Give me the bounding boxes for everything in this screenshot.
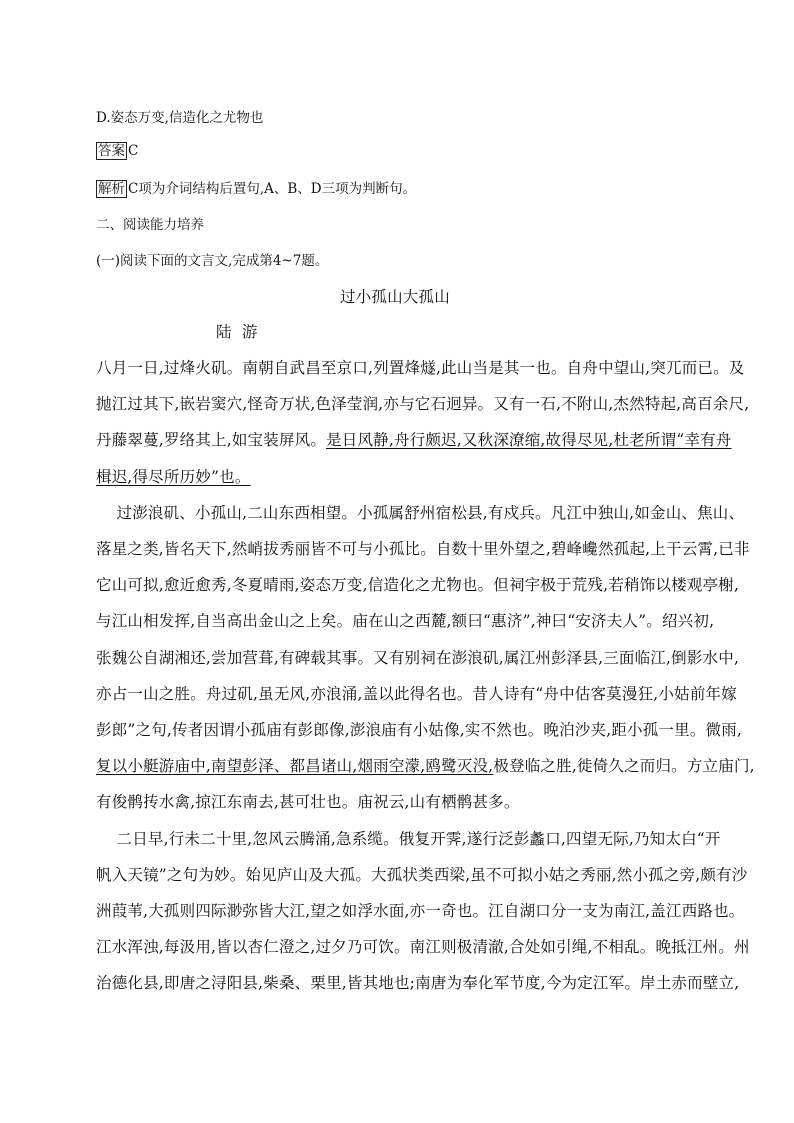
line-text: 亦占一山之胜。舟过矶,虽无风,亦浪涌,盖以此得名也。昔人诗有“舟中估客莫漫狂,小姑前年嫁 bbox=[96, 684, 737, 703]
line-text: 江水浑浊,每汲用,皆以杏仁澄之,过夕乃可饮。南江则极清澈,合处如引绳,不相乱。晚抵江州。州 bbox=[96, 938, 750, 957]
line-text: 洲葭苇,大孤则四际渺弥皆大江,望之如浮水面,亦一奇也。江自湖口分一支为南江,盖江西路也。 bbox=[96, 902, 745, 920]
line-text: 八月一日,过烽火矶。南朝自武昌至京口,列置烽燧,此山当是其一也。自舟中望山,突兀而已。及 bbox=[96, 359, 745, 377]
line-text: 与江山相发挥,自当高出金山之上矣。庙在山之西麓,额曰“惠济”,神曰“安济夫人”。绍兴初, bbox=[96, 612, 715, 631]
answer-line bbox=[96, 142, 138, 160]
line-text: 过澎浪矶、小孤山,二山东西相望。小孤属舒州宿松县,有戍兵。凡江中独山,如金山、焦山、 bbox=[96, 503, 745, 522]
underlined-text: 楫迟,得尽所历妙”也。 bbox=[96, 467, 251, 486]
line-text: 极登临之胜,徙倚久之而归。方立庙门, bbox=[493, 757, 755, 776]
article-line bbox=[96, 537, 750, 559]
line-text: 落星之类,皆名天下,然峭拔秀丽皆不可与小孤比。自数十里外望之,碧峰巉然孤起,上干云霄,已非 bbox=[96, 540, 750, 558]
line-text: 张魏公自湖湘还,尝加营葺,有碑载其事。又有别祠在澎浪矶,属江州彭泽县,三面临江,倒影水中, bbox=[96, 648, 740, 667]
underlined-text: 复以小艇游庙中,南望彭泽、都昌诸山,烟雨空濛,鸥鹭灭没, bbox=[96, 757, 494, 776]
option-d: D.姿态万变,信造化之尤物也 bbox=[96, 110, 264, 126]
article-line bbox=[96, 935, 750, 957]
line-text: 彭郎”之句,传者因谓小孤庙有彭郎像,澎浪庙有小姑像,实不然也。晚泊沙夹,距小孤一里。微雨, bbox=[96, 721, 743, 739]
line-text: 二日早,行未二十里,忽风云腾涌,急系缆。俄复开霁,遂行泛彭蠡口,四望无际,乃知太白“开 bbox=[96, 829, 721, 848]
article-title: 过小孤山大孤山 bbox=[340, 288, 450, 306]
article-line bbox=[96, 790, 520, 812]
article-line bbox=[96, 754, 755, 776]
answer-tag: 答案 bbox=[98, 143, 125, 159]
analysis-line bbox=[96, 177, 416, 198]
article-line bbox=[96, 465, 251, 487]
article-line bbox=[96, 899, 745, 921]
line-text: 有俊鹘抟水禽,掠江东南去,甚可壮也。庙祝云,山有栖鹘甚多。 bbox=[96, 793, 520, 812]
underlined-text: 是日风静,舟行颇迟,又秋深潦缩,故得尽见,杜老所谓“幸有舟 bbox=[326, 431, 732, 450]
line-text: 丹藤翠蔓,罗络其上,如宝装屏风。 bbox=[96, 431, 327, 450]
article-author: 陆 游 bbox=[216, 323, 258, 341]
line-text: 它山可拟,愈近愈秀,冬夏晴雨,姿态万变,信造化之尤物也。但祠宇极于荒残,若稍饰以楼观亭榭, bbox=[96, 576, 740, 595]
line-text: 抛江过其下,嵌岩窦穴,怪奇万状,色泽莹润,亦与它石迥异。又有一石,不附山,杰然特起,高百余尺, bbox=[96, 395, 750, 414]
line-text: 帆入天镜”之句为妙。始见庐山及大孤。大孤状类西梁,虽不可拟小姑之秀丽,然小孤之旁,颇有沙 bbox=[96, 865, 748, 884]
line-text: 治德化县,即唐之浔阳县,柴桑、栗里,皆其地也;南唐为奉化军节度,今为定江军。岸土赤而壁立, bbox=[96, 974, 740, 993]
analysis-tag: 解析 bbox=[98, 181, 125, 197]
answer-value: C bbox=[128, 143, 139, 159]
article-line bbox=[96, 428, 732, 450]
article-line bbox=[96, 827, 721, 849]
article-line bbox=[96, 863, 748, 885]
article-line bbox=[96, 392, 749, 414]
article-line bbox=[96, 682, 737, 704]
article-line bbox=[96, 501, 744, 523]
instruction: (一)阅读下面的文言文,完成第4~7题。 bbox=[96, 253, 329, 269]
article-line bbox=[96, 573, 739, 595]
article-line bbox=[96, 971, 739, 993]
section-title: 二、阅读能力培养 bbox=[96, 217, 204, 233]
analysis-text: C项为介词结构后置句,A、B、D三项为判断句。 bbox=[128, 181, 417, 197]
article-line bbox=[96, 356, 745, 378]
article-line bbox=[96, 718, 742, 740]
article-line bbox=[96, 609, 714, 631]
article-line bbox=[96, 646, 739, 668]
